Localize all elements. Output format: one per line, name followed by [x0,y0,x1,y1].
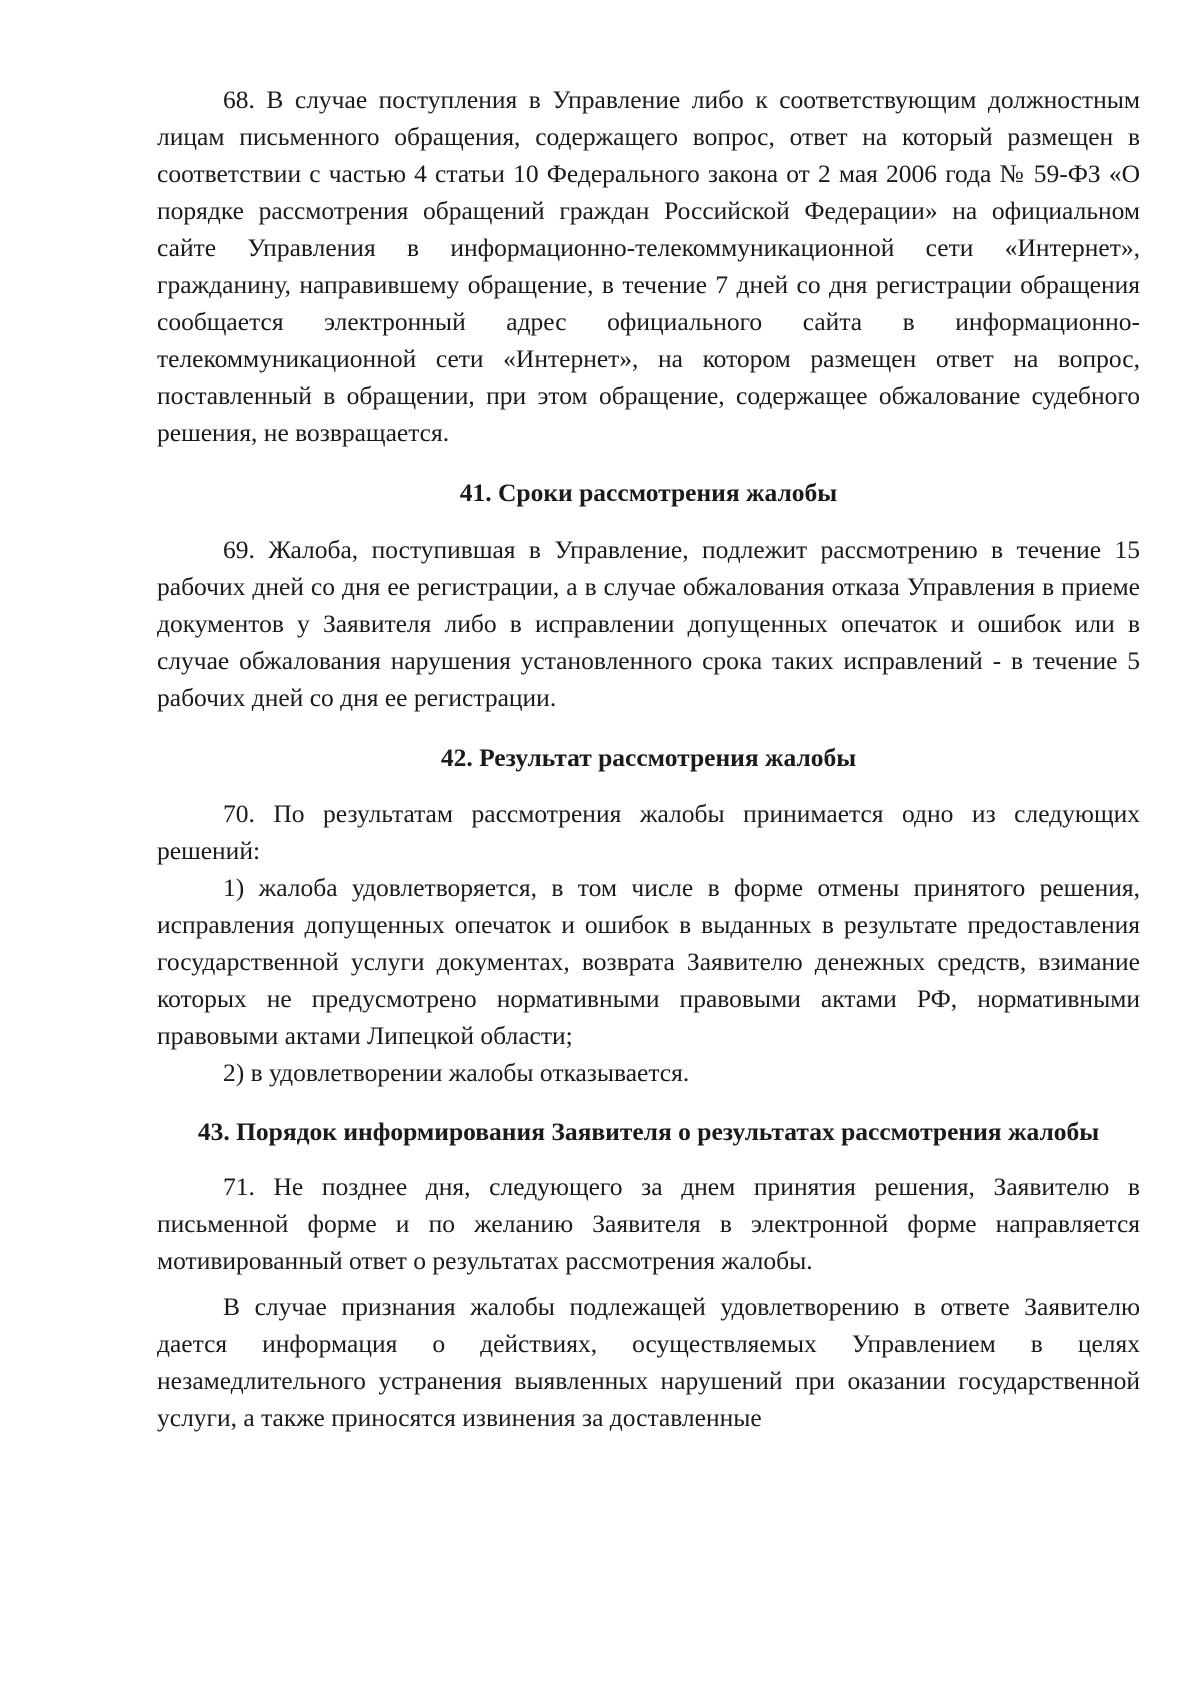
paragraph-69: 69. Жалоба, поступившая в Управление, подлежит рассмотрению в течение 15 рабочих дней со дня ее регистрации, а в случае обжалования отказа Управления в приеме документов у Заявителя либо в исправлении допущенных опечаток и ошибок или в случае обжалования нарушения установленного срока таких исправлений - в течение 5 рабочих дней со дня ее регистрации. [157,535,1140,712]
section-heading-41: 41. Сроки рассмотрения жалобы [459,478,838,507]
paragraph-71: 71. Не позднее дня, следующего за днем принятия решения, Заявителю в письменной форме и по желанию Заявителя в электронной форме направляется мотивированный ответ о результатах рассмотрения жалобы. [157,1172,1140,1275]
paragraph-70: 70. По результатам рассмотрения жалобы принимается одно из следующих решений: [157,799,1140,865]
paragraph-71-continuation: В случае признания жалобы подлежащей удовлетворению в ответе Заявителю дается информация о действиях, осуществляемых Управлением в целях незамедлительного устранения выявленных нарушений при оказании государственной услуги, а также приносятся извинения за доставленные [157,1292,1140,1432]
document-body [157,81,1140,1436]
paragraph-70-item-2: 2) в удовлетворении жалобы отказывается. [223,1058,690,1087]
paragraph-68: 68. В случае поступления в Управление либо к соответствующим должностным лицам письменного обращения, содержащего вопрос, ответ на который размещен в соответствии с частью 4 статьи 10 Федерального закона от 2 мая 2006 года № 59-ФЗ «О порядке рассмотрения обращений граждан Российской Федерации» на официальном сайте Управления в информационно-телекоммуникационной сети «Интернет», гражданину, направившему обращение, в течение 7 дней со дня регистрации обращения сообщается электронный адрес официального сайта в информационно-телекоммуникационной сети «Интернет», на котором размещен ответ на вопрос, поставленный в обращении, при этом обращение, содержащее обжалование судебного решения, не возвращается. [157,85,1140,447]
section-heading-43: 43. Порядок информирования Заявителя о результатах рассмотрения жалобы [197,1117,1100,1146]
section-heading-42: 42. Результат рассмотрения жалобы [440,743,857,772]
paragraph-70-item-1: 1) жалоба удовлетворяется, в том числе в форме отмены принятого решения, исправления допущенных опечаток и ошибок в выданных в результате предоставления государственной услуги документах, возврата Заявителю денежных средств, взимание которых не предусмотрено нормативными правовыми актами РФ, нормативными правовыми актами Липецкой области; [157,873,1140,1050]
